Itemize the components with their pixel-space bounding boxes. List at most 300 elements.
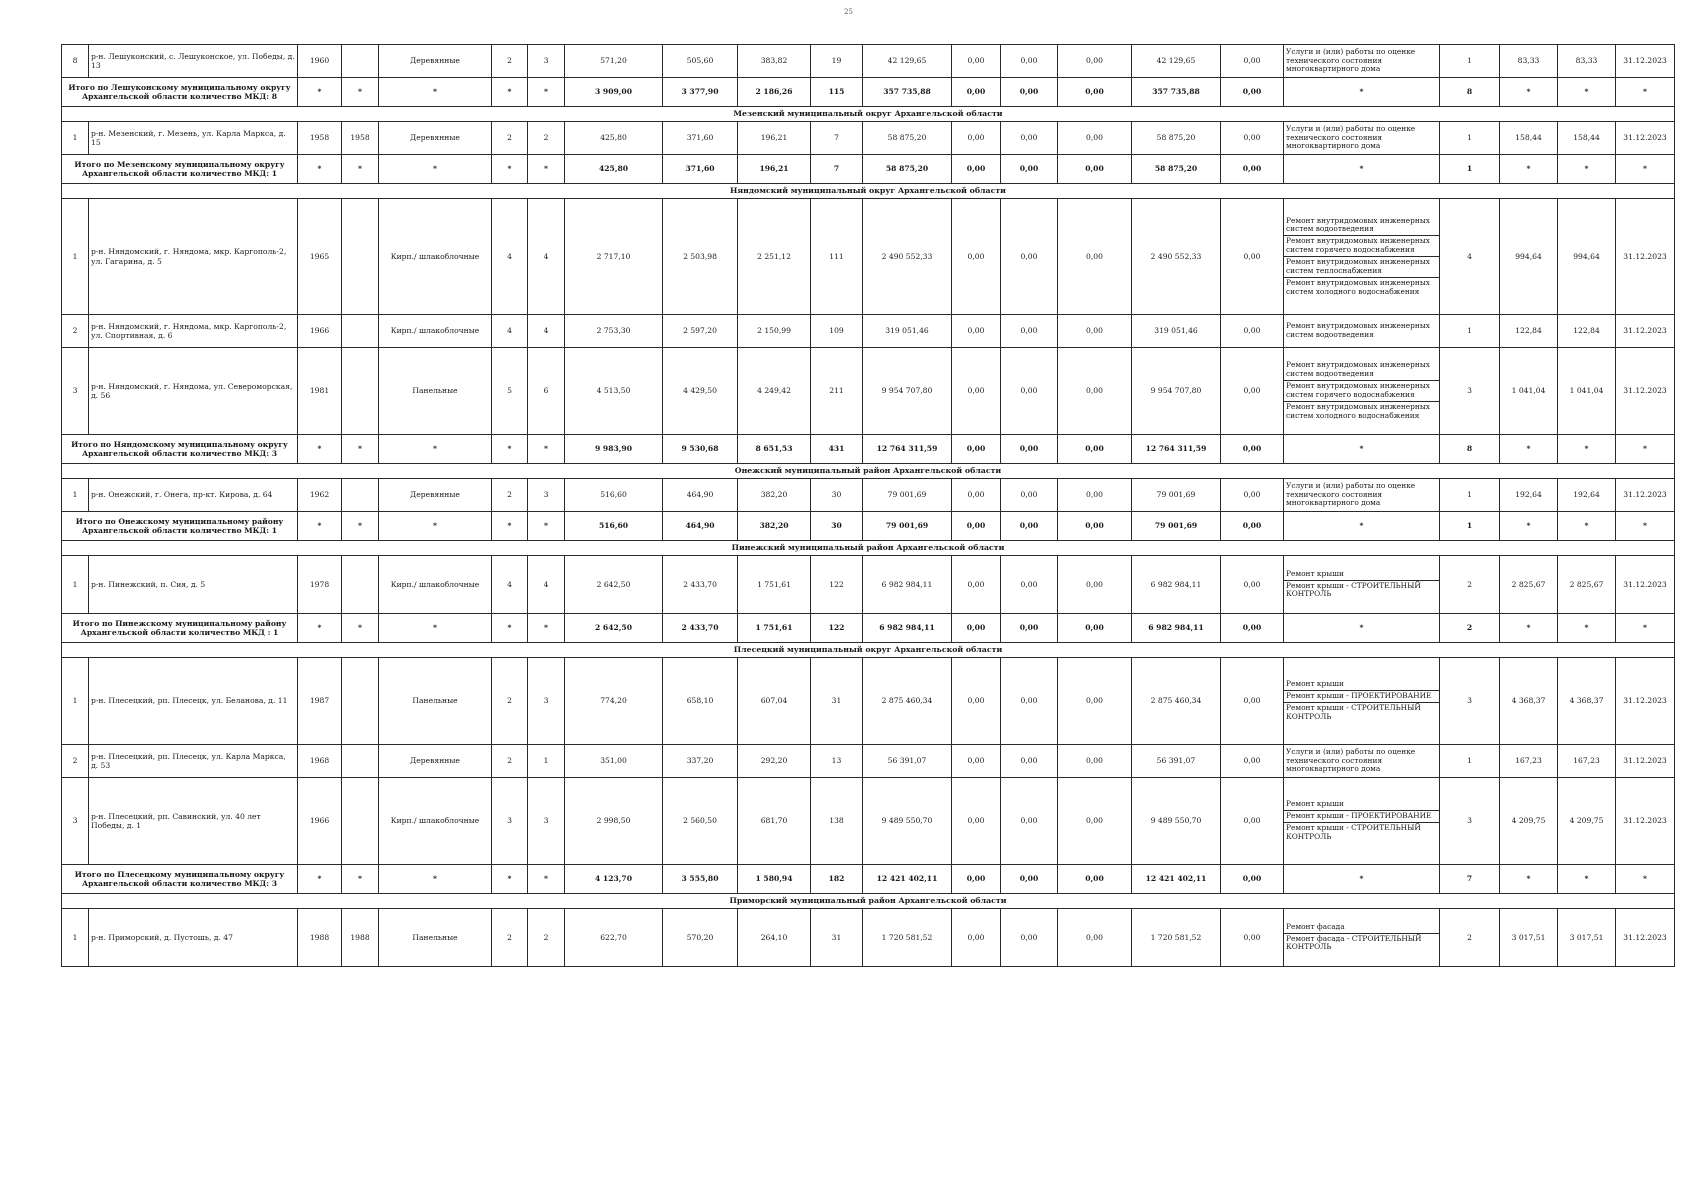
row-number: 2 [62,315,89,348]
star-cell: * [298,78,342,107]
star-cell: * [492,435,528,464]
value-cell-c3: 0,00 [1001,658,1058,745]
total-value-c5: 357 735,88 [1132,78,1221,107]
total-value-c3: 0,00 [1001,865,1058,894]
region-title: Онежский муниципальный район Архангельской области [62,464,1675,479]
total-value-c4: 0,00 [1058,155,1132,184]
services-cell [1284,778,1440,865]
total-value-c2: 0,00 [952,435,1001,464]
star-cell: * [1500,78,1558,107]
table-row [62,778,1675,865]
service-item: Ремонт крыши - ПРОЕКТИРОВАНИЕ [1284,810,1439,822]
value-cell-a1: 2 642,50 [565,556,663,614]
total-value-c3: 0,00 [1001,78,1058,107]
total-value-c5: 79 001,69 [1132,512,1221,541]
total-value-a2: 3 377,90 [663,78,738,107]
total-value-a1: 425,80 [565,155,663,184]
total-count-cell: 7 [1440,865,1500,894]
services-count-cell: 1 [1440,745,1500,778]
star-cell: * [1284,512,1440,541]
address-cell: р-н. Онежский, г. Онега, пр-кт. Кирова, д. 64 [89,479,298,512]
wall-material-cell: Деревянные [379,122,492,155]
value-cell-c1: 9 954 707,80 [863,348,952,435]
total-value-c1: 6 982 984,11 [863,614,952,643]
wall-material-cell: Панельные [379,909,492,967]
floors-cell: 4 [492,556,528,614]
value-cell-c5: 319 051,46 [1132,315,1221,348]
row-number: 1 [62,556,89,614]
total-value-c6: 0,00 [1221,865,1284,894]
star-cell: * [1284,614,1440,643]
star-cell: * [1500,614,1558,643]
value-cell-c4: 0,00 [1058,122,1132,155]
star-cell: * [1616,155,1675,184]
star-cell: * [528,435,565,464]
entrances-cell: 3 [528,45,565,78]
total-value-a2: 9 530,68 [663,435,738,464]
star-cell: * [1500,435,1558,464]
max-unit-cost-cell: 167,23 [1558,745,1616,778]
total-row [62,865,1675,894]
table-row [62,745,1675,778]
value-cell-c1: 2 490 552,33 [863,199,952,315]
value-cell-c4: 0,00 [1058,199,1132,315]
entrances-cell: 3 [528,479,565,512]
unit-cost-cell: 4 368,37 [1500,658,1558,745]
value-cell-ppl: 138 [811,778,863,865]
total-count-cell: 8 [1440,435,1500,464]
total-count-cell: 2 [1440,614,1500,643]
value-cell-a3: 681,70 [738,778,811,865]
total-value-c2: 0,00 [952,512,1001,541]
star-cell: * [379,865,492,894]
services-count-cell: 3 [1440,348,1500,435]
entrances-cell: 4 [528,199,565,315]
total-count-cell: 8 [1440,78,1500,107]
total-value-c5: 6 982 984,11 [1132,614,1221,643]
value-cell-ppl: 31 [811,658,863,745]
total-value-c4: 0,00 [1058,614,1132,643]
star-cell: * [342,512,379,541]
address-cell: р-н. Няндомский, г. Няндома, ул. Североморская, д. 56 [89,348,298,435]
value-cell-c3: 0,00 [1001,45,1058,78]
total-label: Итого по Няндомскому муниципальному округу Архангельской области количество МКД: 3 [62,435,298,464]
total-value-a2: 464,90 [663,512,738,541]
first-repair-year-cell [342,556,379,614]
value-cell-c4: 0,00 [1058,556,1132,614]
value-cell-c4: 0,00 [1058,745,1132,778]
value-cell-c1: 319 051,46 [863,315,952,348]
total-value-c3: 0,00 [1001,614,1058,643]
deadline-cell: 31.12.2023 [1616,122,1675,155]
total-count-cell: 1 [1440,512,1500,541]
value-cell-a2: 2 433,70 [663,556,738,614]
address-cell: р-н. Мезенский, г. Мезень, ул. Карла Маркса, д. 15 [89,122,298,155]
service-item: Ремонт внутридомовых инженерных систем водоотведения [1286,321,1430,339]
total-value-ppl: 182 [811,865,863,894]
total-value-a2: 2 433,70 [663,614,738,643]
services-count-cell: 2 [1440,556,1500,614]
total-value-a3: 1 751,61 [738,614,811,643]
entrances-cell: 4 [528,315,565,348]
star-cell: * [528,155,565,184]
star-cell: * [1284,78,1440,107]
total-value-c4: 0,00 [1058,512,1132,541]
floors-cell: 2 [492,745,528,778]
total-value-c1: 58 875,20 [863,155,952,184]
row-number: 1 [62,122,89,155]
value-cell-c2: 0,00 [952,479,1001,512]
services-cell [1284,315,1440,348]
unit-cost-cell: 83,33 [1500,45,1558,78]
floors-cell: 2 [492,45,528,78]
service-item: Ремонт внутридомовых инженерных систем водоотведения [1286,360,1430,379]
total-value-c6: 0,00 [1221,78,1284,107]
wall-material-cell: Панельные [379,658,492,745]
unit-cost-cell: 122,84 [1500,315,1558,348]
total-value-a1: 2 642,50 [565,614,663,643]
services-cell [1284,199,1440,315]
value-cell-c3: 0,00 [1001,479,1058,512]
first-repair-year-cell [342,45,379,78]
build-year-cell: 1978 [298,556,342,614]
value-cell-a3: 292,20 [738,745,811,778]
star-cell: * [298,512,342,541]
value-cell-c2: 0,00 [952,556,1001,614]
max-unit-cost-cell: 4 368,37 [1558,658,1616,745]
value-cell-a2: 570,20 [663,909,738,967]
value-cell-c4: 0,00 [1058,658,1132,745]
total-value-ppl: 122 [811,614,863,643]
star-cell: * [342,155,379,184]
star-cell: * [1558,78,1616,107]
total-value-a2: 3 555,80 [663,865,738,894]
deadline-cell: 31.12.2023 [1616,315,1675,348]
first-repair-year-cell: 1988 [342,909,379,967]
first-repair-year-cell [342,199,379,315]
wall-material-cell: Кирп./ шлакоблочные [379,199,492,315]
value-cell-c5: 9 489 550,70 [1132,778,1221,865]
region-header-row [62,541,1675,556]
value-cell-a2: 371,60 [663,122,738,155]
service-item: Ремонт внутридомовых инженерных систем водоотведения [1286,215,1430,234]
service-item: Ремонт внутридомовых инженерных систем горячего водоснабжения [1284,235,1439,256]
entrances-cell: 2 [528,909,565,967]
value-cell-c6: 0,00 [1221,45,1284,78]
star-cell: * [1558,512,1616,541]
total-value-c4: 0,00 [1058,78,1132,107]
value-cell-c2: 0,00 [952,778,1001,865]
star-cell: * [379,512,492,541]
floors-cell: 5 [492,348,528,435]
value-cell-c3: 0,00 [1001,778,1058,865]
value-cell-c3: 0,00 [1001,315,1058,348]
table-row [62,315,1675,348]
floors-cell: 3 [492,778,528,865]
deadline-cell: 31.12.2023 [1616,556,1675,614]
value-cell-c6: 0,00 [1221,315,1284,348]
star-cell: * [1500,865,1558,894]
wall-material-cell: Кирп./ шлакоблочные [379,556,492,614]
page-number: 25 [844,8,853,16]
star-cell: * [298,865,342,894]
value-cell-c5: 1 720 581,52 [1132,909,1221,967]
total-value-c2: 0,00 [952,155,1001,184]
value-cell-a2: 464,90 [663,479,738,512]
unit-cost-cell: 192,64 [1500,479,1558,512]
entrances-cell: 3 [528,778,565,865]
max-unit-cost-cell: 158,44 [1558,122,1616,155]
deadline-cell: 31.12.2023 [1616,199,1675,315]
value-cell-c6: 0,00 [1221,909,1284,967]
service-item: Ремонт крыши - СТРОИТЕЛЬНЫЙ КОНТРОЛЬ [1284,822,1439,843]
value-cell-c5: 56 391,07 [1132,745,1221,778]
max-unit-cost-cell: 994,64 [1558,199,1616,315]
total-value-c4: 0,00 [1058,435,1132,464]
max-unit-cost-cell: 4 209,75 [1558,778,1616,865]
value-cell-c6: 0,00 [1221,479,1284,512]
first-repair-year-cell [342,315,379,348]
row-number: 2 [62,745,89,778]
value-cell-c6: 0,00 [1221,778,1284,865]
services-cell [1284,348,1440,435]
row-number: 8 [62,45,89,78]
value-cell-c5: 42 129,65 [1132,45,1221,78]
value-cell-a2: 337,20 [663,745,738,778]
value-cell-c4: 0,00 [1058,45,1132,78]
value-cell-c5: 9 954 707,80 [1132,348,1221,435]
star-cell: * [342,435,379,464]
star-cell: * [342,614,379,643]
total-value-c6: 0,00 [1221,614,1284,643]
total-value-a3: 1 580,94 [738,865,811,894]
row-number: 1 [62,658,89,745]
star-cell: * [298,155,342,184]
build-year-cell: 1960 [298,45,342,78]
value-cell-c4: 0,00 [1058,778,1132,865]
total-label: Итого по Онежскому муниципальному району Архангельской области количество МКД: 1 [62,512,298,541]
value-cell-c2: 0,00 [952,658,1001,745]
star-cell: * [342,865,379,894]
value-cell-a3: 383,82 [738,45,811,78]
build-year-cell: 1987 [298,658,342,745]
service-item: Ремонт фасада [1286,921,1345,931]
total-value-ppl: 7 [811,155,863,184]
total-label: Итого по Плесецкому муниципальному округу Архангельской области количество МКД: 3 [62,865,298,894]
value-cell-c4: 0,00 [1058,479,1132,512]
value-cell-ppl: 109 [811,315,863,348]
value-cell-a1: 2 998,50 [565,778,663,865]
star-cell: * [1558,865,1616,894]
value-cell-a2: 2 503,98 [663,199,738,315]
value-cell-c3: 0,00 [1001,909,1058,967]
value-cell-a3: 4 249,42 [738,348,811,435]
address-cell: р-н. Плесецкий, рп. Плесецк, ул. Карла Маркса, д. 53 [89,745,298,778]
star-cell: * [379,78,492,107]
deadline-cell: 31.12.2023 [1616,348,1675,435]
value-cell-ppl: 13 [811,745,863,778]
first-repair-year-cell [342,658,379,745]
region-header-row [62,184,1675,199]
star-cell: * [1284,155,1440,184]
unit-cost-cell: 167,23 [1500,745,1558,778]
star-cell: * [1616,78,1675,107]
total-value-a1: 9 983,90 [565,435,663,464]
value-cell-a1: 4 513,50 [565,348,663,435]
build-year-cell: 1981 [298,348,342,435]
row-number: 3 [62,348,89,435]
value-cell-a3: 264,10 [738,909,811,967]
value-cell-a2: 658,10 [663,658,738,745]
wall-material-cell: Кирп./ шлакоблочные [379,315,492,348]
services-cell [1284,658,1440,745]
row-number: 3 [62,778,89,865]
first-repair-year-cell [342,479,379,512]
value-cell-c5: 58 875,20 [1132,122,1221,155]
star-cell: * [492,155,528,184]
star-cell: * [528,865,565,894]
services-cell [1284,122,1440,155]
unit-cost-cell: 994,64 [1500,199,1558,315]
services-cell [1284,909,1440,967]
deadline-cell: 31.12.2023 [1616,479,1675,512]
service-item: Ремонт крыши [1286,799,1344,809]
total-value-c6: 0,00 [1221,155,1284,184]
star-cell: * [1500,512,1558,541]
table-row [62,658,1675,745]
star-cell: * [1284,865,1440,894]
value-cell-c3: 0,00 [1001,745,1058,778]
star-cell: * [528,614,565,643]
region-header-row [62,464,1675,479]
first-repair-year-cell: 1958 [342,122,379,155]
services-cell [1284,479,1440,512]
total-value-c3: 0,00 [1001,512,1058,541]
max-unit-cost-cell: 3 017,51 [1558,909,1616,967]
star-cell: * [492,78,528,107]
value-cell-c1: 1 720 581,52 [863,909,952,967]
region-title: Приморский муниципальный район Архангельской области [62,894,1675,909]
max-unit-cost-cell: 2 825,67 [1558,556,1616,614]
star-cell: * [1284,435,1440,464]
star-cell: * [342,78,379,107]
services-cell [1284,45,1440,78]
value-cell-c5: 6 982 984,11 [1132,556,1221,614]
value-cell-a1: 2 717,10 [565,199,663,315]
deadline-cell: 31.12.2023 [1616,778,1675,865]
region-title: Няндомский муниципальный округ Архангельской области [62,184,1675,199]
service-item: Ремонт внутридомовых инженерных систем горячего водоснабжения [1284,380,1439,401]
address-cell: р-н. Плесецкий, рп. Плесецк, ул. Беланова, д. 11 [89,658,298,745]
table-row [62,122,1675,155]
total-row [62,78,1675,107]
total-value-c3: 0,00 [1001,155,1058,184]
value-cell-c3: 0,00 [1001,348,1058,435]
value-cell-c2: 0,00 [952,199,1001,315]
service-item: Ремонт фасада - СТРОИТЕЛЬНЫЙ КОНТРОЛЬ [1284,933,1439,954]
deadline-cell: 31.12.2023 [1616,45,1675,78]
address-cell: р-н. Няндомский, г. Няндома, мкр. Каргополь-2, ул. Гагарина, д. 5 [89,199,298,315]
star-cell: * [1616,614,1675,643]
value-cell-a1: 571,20 [565,45,663,78]
total-value-a1: 3 909,00 [565,78,663,107]
value-cell-c6: 0,00 [1221,745,1284,778]
services-count-cell: 3 [1440,658,1500,745]
value-cell-a1: 425,80 [565,122,663,155]
value-cell-ppl: 211 [811,348,863,435]
region-title: Пинежский муниципальный район Архангельской области [62,541,1675,556]
total-value-a2: 371,60 [663,155,738,184]
star-cell: * [528,512,565,541]
value-cell-c2: 0,00 [952,45,1001,78]
total-label: Итого по Лешуконскому муниципальному округу Архангельской области количество МКД: 8 [62,78,298,107]
value-cell-a3: 607,04 [738,658,811,745]
floors-cell: 2 [492,479,528,512]
floors-cell: 2 [492,658,528,745]
service-item: Ремонт крыши [1286,679,1344,689]
table-row [62,479,1675,512]
region-header-row [62,643,1675,658]
service-item: Ремонт внутридомовых инженерных систем холодного водоснабжения [1284,277,1439,298]
total-label: Итого по Мезенскому муниципальному округу Архангельской области количество МКД: 1 [62,155,298,184]
wall-material-cell: Деревянные [379,45,492,78]
value-cell-c2: 0,00 [952,348,1001,435]
value-cell-c3: 0,00 [1001,199,1058,315]
address-cell: р-н. Пинежский, п. Сия, д. 5 [89,556,298,614]
unit-cost-cell: 2 825,67 [1500,556,1558,614]
first-repair-year-cell [342,745,379,778]
services-cell [1284,745,1440,778]
value-cell-c2: 0,00 [952,909,1001,967]
total-row [62,155,1675,184]
build-year-cell: 1966 [298,315,342,348]
total-value-a3: 196,21 [738,155,811,184]
build-year-cell: 1962 [298,479,342,512]
total-value-c2: 0,00 [952,614,1001,643]
value-cell-ppl: 122 [811,556,863,614]
services-count-cell: 1 [1440,122,1500,155]
service-item: Услуги и (или) работы по оценке технического состояния многоквартирного дома [1286,480,1416,508]
total-value-a1: 4 123,70 [565,865,663,894]
max-unit-cost-cell: 1 041,04 [1558,348,1616,435]
total-value-a3: 382,20 [738,512,811,541]
value-cell-a2: 4 429,50 [663,348,738,435]
row-number: 1 [62,909,89,967]
total-value-c1: 12 764 311,59 [863,435,952,464]
star-cell: * [1558,614,1616,643]
value-cell-a1: 622,70 [565,909,663,967]
services-count-cell: 1 [1440,315,1500,348]
value-cell-ppl: 111 [811,199,863,315]
star-cell: * [1616,435,1675,464]
floors-cell: 4 [492,199,528,315]
entrances-cell: 6 [528,348,565,435]
services-count-cell: 3 [1440,778,1500,865]
star-cell: * [1558,155,1616,184]
row-number: 1 [62,479,89,512]
total-value-ppl: 115 [811,78,863,107]
value-cell-c1: 56 391,07 [863,745,952,778]
value-cell-c6: 0,00 [1221,556,1284,614]
capital-repair-table [61,44,1675,967]
floors-cell: 4 [492,315,528,348]
floors-cell: 2 [492,122,528,155]
value-cell-a1: 351,00 [565,745,663,778]
value-cell-a3: 2 150,99 [738,315,811,348]
build-year-cell: 1965 [298,199,342,315]
total-value-c4: 0,00 [1058,865,1132,894]
first-repair-year-cell [342,778,379,865]
